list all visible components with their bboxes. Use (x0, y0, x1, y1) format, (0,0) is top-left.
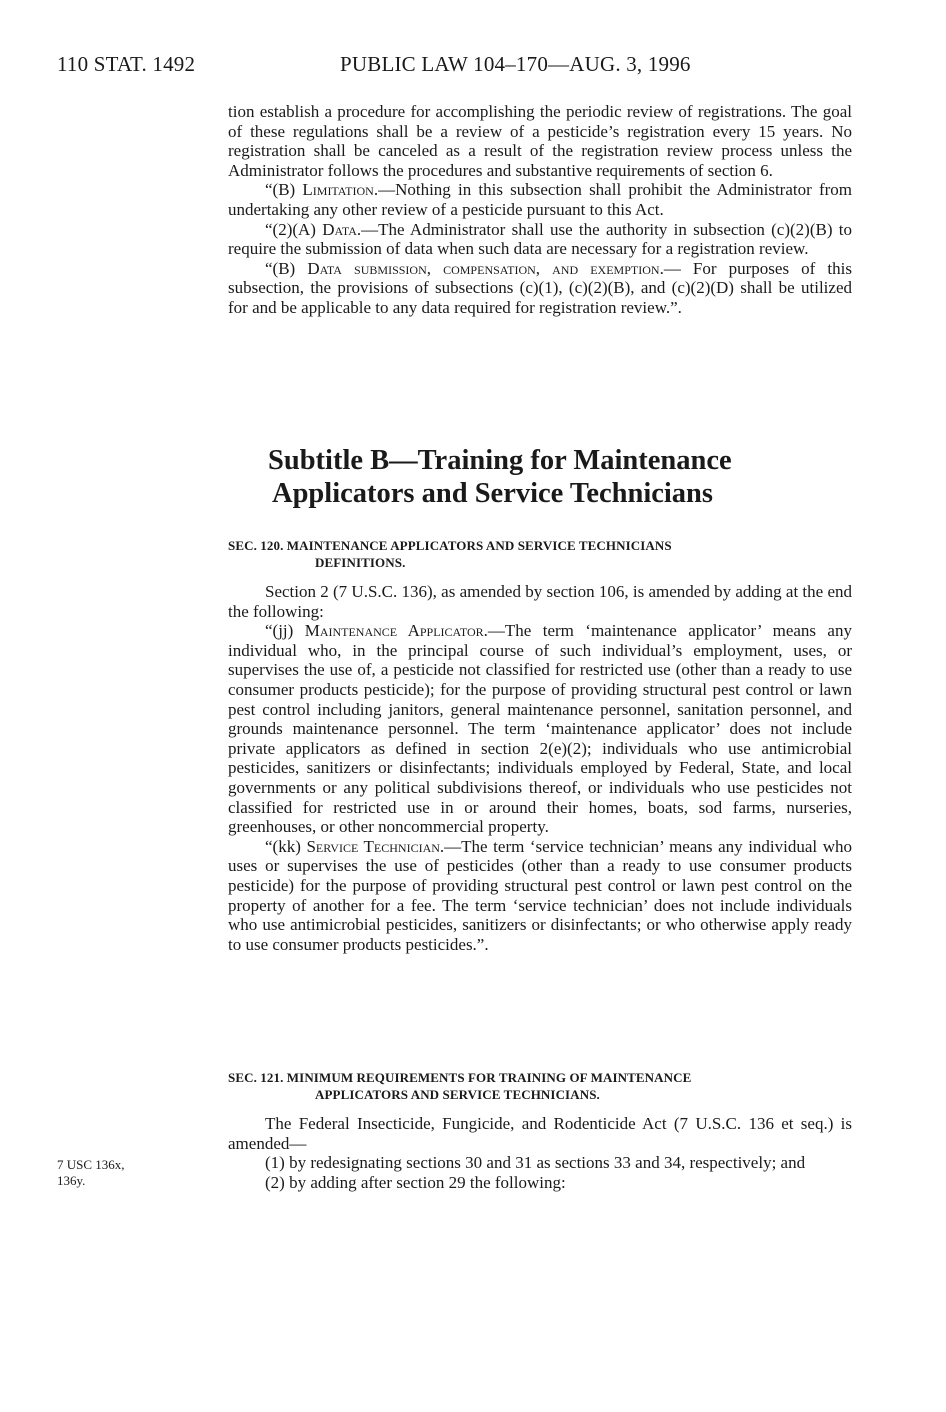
running-header: PUBLIC LAW 104–170—AUG. 3, 1996 (340, 52, 691, 76)
paragraph: Section 2 (7 U.S.C. 136), as amended by section 106, is amended by adding at the end the following: (228, 582, 852, 621)
paragraph: tion establish a procedure for accomplishing the periodic review of registrations. The goal of these regulations shall be a review of a pesticide’s registration every 15 years. No registration shall be canceled as a result of the registration review process unless the Administrator follows the procedures and substantive requirements of section 6. (228, 102, 852, 180)
section-heading-line: SEC. 121. MINIMUM REQUIREMENTS FOR TRAINING OF MAINTENANCE (228, 1070, 692, 1085)
subtitle-heading (268, 444, 852, 510)
list-item: (2) by adding after section 29 the following: (265, 1172, 566, 1192)
paragraph-lead: “(B) (265, 258, 308, 278)
paragraph-text: .—The term ‘service technician’ means any individual who uses or supervises the use of pesticides (other than a ready to use consumer products pesticide) for the purpose of providing structural pest control or lawn pest control on the property of another for a fee. The term ‘service technician’ does not include individuals who use antimicrobial pesticides, sanitizers or disinfectants; or who otherwise apply ready to use consumer products pesticides.”. (228, 836, 852, 954)
paragraph-term: Data submission, compensation, and exemption (307, 258, 660, 278)
section-heading-line: DEFINITIONS. (315, 554, 406, 570)
margin-note (57, 1157, 177, 1189)
paragraph (228, 259, 852, 318)
section-heading-line: APPLICATORS AND SERVICE TECHNICIANS. (315, 1086, 600, 1102)
continued-text-block (228, 102, 852, 318)
paragraph-text: .—Nothing in this subsection shall prohibit the Administrator from undertaking any other review of a pesticide pursuant to this Act. (228, 180, 852, 219)
page-citation: 110 STAT. 1492 (57, 52, 196, 76)
paragraph-term: Maintenance Applicator (304, 621, 484, 641)
paragraph (228, 180, 852, 219)
paragraph-text: .—The term ‘maintenance applicator’ means any individual who, in the principal course of such individual’s employment, uses, or supervises the use of, a pesticide not classified for restricted use (other than a ready to use consumer products pesticide); for the purpose of providing structural pest control or lawn pest control including janitors, general maintenance personnel, sanitation personnel, and grounds maintenance personnel. The term ‘maintenance applicator’ does not include private applicators as defined in section 2(e)(2); individuals who use antimicrobial pesticides, sanitizers or disinfectants; individuals employed by Federal, State, and local governments or any political subdivisions thereof, or individuals who use pesticides not classified for restricted use in or around their homes, boats, sod farms, nurseries, greenhouses, or other noncommercial property. (228, 621, 852, 837)
paragraph-lead: “(2)(A) (265, 219, 323, 239)
paragraph (228, 837, 852, 955)
paragraph (228, 220, 852, 259)
paragraph-text: .—The Administrator shall use the authority in subsection (c)(2)(B) to require the submission of data when such data are necessary for a registration review. (228, 219, 852, 259)
list-item: (1) by redesignating sections 30 and 31 as sections 33 and 34, respectively; and (265, 1153, 806, 1173)
paragraph: The Federal Insecticide, Fungicide, and Rodenticide Act (7 U.S.C. 136 et seq.) is amended— (228, 1114, 852, 1153)
section-heading (228, 538, 852, 571)
paragraph (228, 621, 852, 837)
paragraph-lead: “(jj) (265, 621, 305, 641)
paragraph-lead: “(B) (265, 180, 303, 200)
section-body (228, 1114, 852, 1192)
margin-note-line: 7 USC 136x, (57, 1157, 125, 1172)
paragraph-term: Data (322, 219, 357, 239)
margin-note-line: 136y. (57, 1173, 86, 1188)
paragraph-term: Service Technician (306, 836, 440, 856)
paragraph-text: .— For purposes of this subsection, the provisions of subsections (c)(1), (c)(2)(B), and (c)(2)(D) shall be utilized for and be applicable to any data required for registration review.”. (228, 258, 852, 317)
subtitle-line: Subtitle B—Training for Maintenance (268, 445, 732, 476)
section-body (228, 582, 852, 954)
paragraph-lead: “(kk) (265, 836, 307, 856)
section-heading-line: SEC. 120. MAINTENANCE APPLICATORS AND SERVICE TECHNICIANS (228, 538, 672, 553)
section-heading (228, 1070, 852, 1103)
paragraph-term: Limitation (302, 180, 374, 200)
subtitle-line: Applicators and Service Technicians (272, 478, 713, 509)
